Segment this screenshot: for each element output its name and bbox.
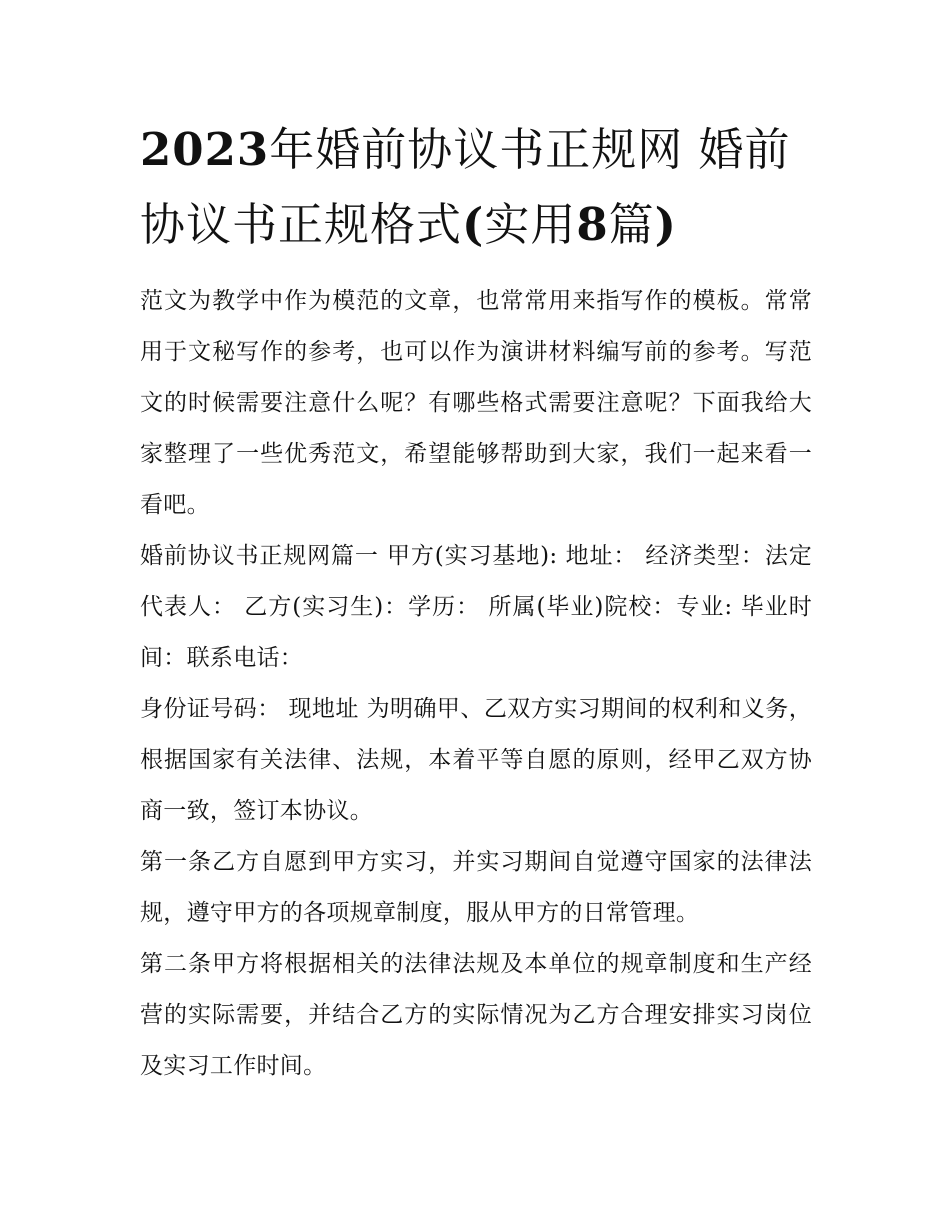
document-title: [140, 112, 812, 262]
article-one-paragraph: 第一条乙方自愿到甲方实习，并实习期间自觉遵守国家的法律法规，遵守甲方的各项规章制度，服从甲方的日常管理。: [140, 849, 812, 926]
title-open-paren: (: [462, 198, 485, 251]
title-practical: 实用: [484, 198, 577, 251]
id-paragraph: 身份证号码： 现地址 为明确甲、乙双方实习期间的权利和义务，根据国家有关法律、法规，本着平等自愿的原则，经甲乙双方协商一致，签订本协议。: [140, 696, 812, 824]
intro-paragraph: 范文为教学中作为模范的文章，也常常用来指写作的模板。常常用于文秘写作的参考，也可以作为演讲材料编写前的参考。写范文的时候需要注意什么呢？有哪些格式需要注意呢？下面我给大家整理了一些优秀范文，希望能够帮助到大家，我们一起来看一看吧。: [140, 288, 812, 518]
title-chapters: 篇: [608, 198, 655, 251]
article-two-paragraph: 第二条甲方将根据相关的法律法规及本单位的规章制度和生产经营的实际需要，并结合乙方的实际情况为乙方合理安排实习岗位及实习工作时间。: [140, 951, 812, 1079]
title-close-paren: ): [654, 198, 677, 251]
title-count: 8: [576, 198, 609, 251]
party-info-paragraph: 婚前协议书正规网篇一 甲方(实习基地): 地址： 经济类型：法定代表人： 乙方(实习生)：学历： 所属(毕业)院校：专业: 毕业时间：联系电话：: [140, 543, 812, 671]
document-page: [140, 112, 812, 1092]
title-year: 2023: [140, 123, 270, 176]
title-text: 年婚前协议书正规网 婚前协议书正规格式: [140, 123, 791, 251]
